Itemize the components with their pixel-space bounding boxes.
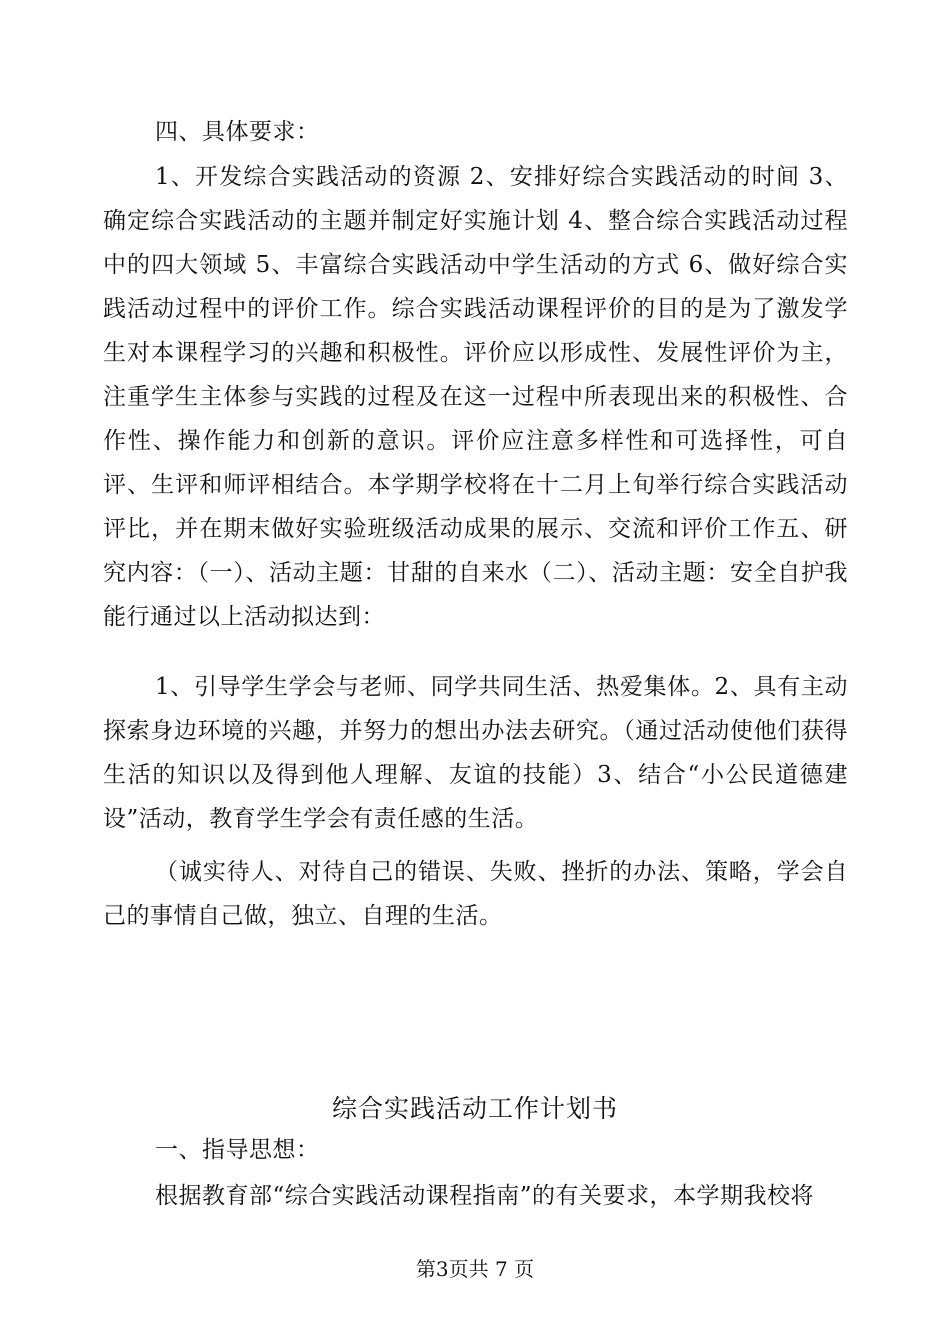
guiding-ideology-paragraph: 根据教育部“综合实践活动课程指南”的有关要求，本学期我校将 — [155, 1183, 815, 1209]
section-heading-guiding-ideology: 一、指导思想： — [155, 1137, 320, 1163]
goals-paragraph: 1、引导学生学会与老师、同学共同生活、热爱集体。2、具有主动探索身边环境的兴趣，并努力的想出办法去研究。（通过活动使他们获得生活的知识以及得到他人理解、友谊的技能）3、结合“小公民道德建设”活动，教育学生学会有责任感的生活。 — [103, 674, 848, 832]
section-heading-requirements: 四、具体要求： — [155, 119, 320, 145]
requirements-paragraph: 1、开发综合实践活动的资源 2、安排好综合实践活动的时间 3、确定综合实践活动的主题并制定好实施计划 4、整合综合实践活动过程中的四大领域 5、丰富综合实践活动中学生活动的方式 6、做好综合实践活动过程中的评价工作。综合实践活动课程评价的目的是为了激发学生对本课程学习的兴趣和积极性。评价应以形成性、发展性评价为主，注重学生主体参与实践的过程及在这一过程中所表现出来的积极性、合作性、操作能力和创新的意识。评价应注意多样性和可选择性，可自评、生评和师评相结合。本学期学校将在十二月上旬举行综合实践活动评比，并在期末做好实验班级活动成果的展示、交流和评价工作五、研究内容：（一）、活动主题：甘甜的自来水（二）、活动主题：安全自护我能行通过以上活动拟达到： — [103, 164, 848, 630]
page-number-footer: 第3页共 7 页 — [415, 1257, 535, 1281]
goals-note-paragraph: （诚实待人、对待自己的错误、失败、挫折的办法、策略，学会自己的事情自己做，独立、自理的生活。 — [103, 859, 848, 929]
document-title: 综合实践活动工作计划书 — [331, 1094, 618, 1123]
